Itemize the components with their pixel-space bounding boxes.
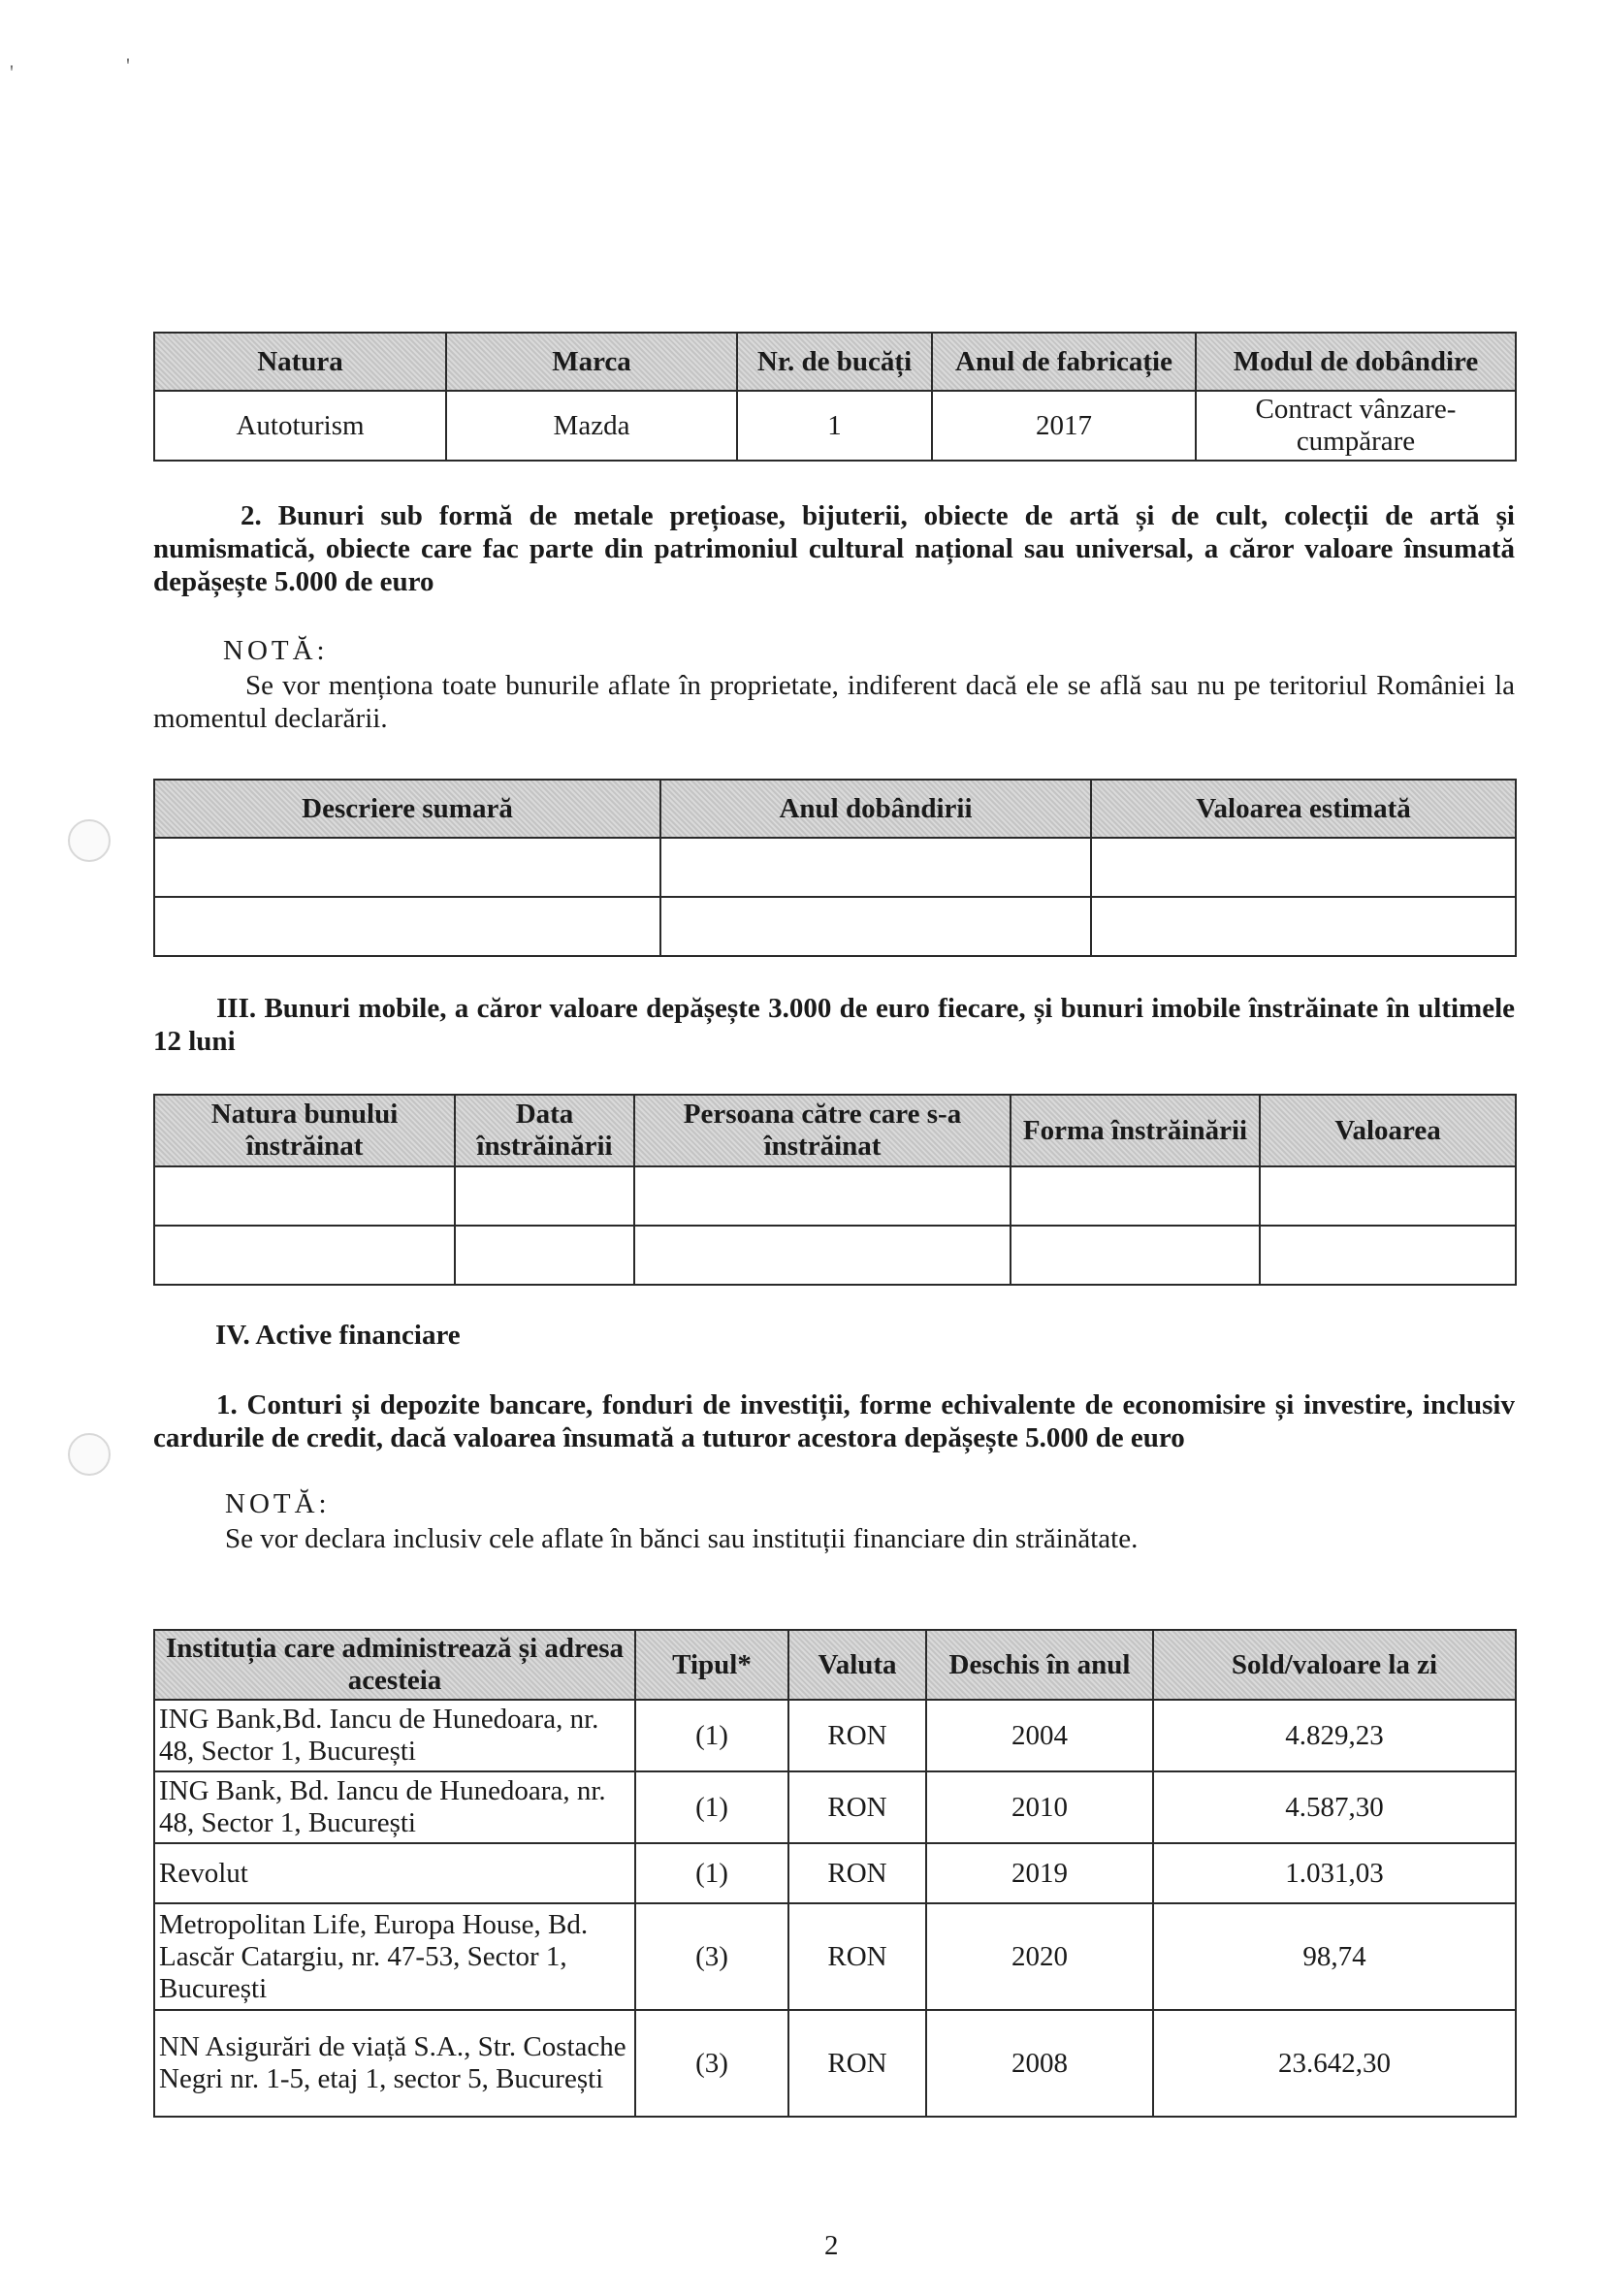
table-cell <box>1011 1226 1260 1285</box>
table-cell: (1) <box>635 1771 788 1843</box>
table-cell <box>634 1226 1011 1285</box>
table-cell: 2020 <box>926 1903 1153 2010</box>
table-row <box>154 897 1516 956</box>
column-header: Descriere sumară <box>154 780 660 838</box>
table-cell: 4.829,23 <box>1153 1700 1516 1771</box>
table-row <box>154 2010 1516 2117</box>
column-header: Forma înstrăinării <box>1011 1095 1260 1166</box>
table-cell: RON <box>788 1903 926 2010</box>
table-cell: (1) <box>635 1700 788 1771</box>
punch-hole-top <box>68 819 111 862</box>
table-cell: 2017 <box>932 391 1196 461</box>
table-cell: 23.642,30 <box>1153 2010 1516 2117</box>
vehicles-table <box>153 332 1517 462</box>
table-cell: ING Bank,Bd. Iancu de Hunedoara, nr. 48, Sector 1, București <box>154 1700 635 1771</box>
column-header: Deschis în anul <box>926 1630 1153 1700</box>
note-text: Se vor menționa toate bunurile aflate în proprietate, indiferent dacă ele se află sau nu pe teritoriul României la momentul declarării. <box>153 670 1515 734</box>
section-2-heading: 2. Bunuri sub formă de metale prețioase, bijuterii, obiecte de artă și de cult, colecții de artă și numismatică, obiecte care fac parte din patrimoniul cultural național sau universal, a căror valoare însumată depășește 5.000 de euro <box>153 500 1515 597</box>
table-cell <box>1260 1226 1516 1285</box>
table-cell: Contract vânzare-cumpărare <box>1196 391 1516 461</box>
table-cell <box>660 838 1091 897</box>
table-cell: RON <box>788 1771 926 1843</box>
column-header: Sold/valoare la zi <box>1153 1630 1516 1700</box>
table-cell: RON <box>788 2010 926 2117</box>
table-cell: 1 <box>737 391 932 461</box>
section-4-heading: 1. Conturi și depozite bancare, fonduri de investiții, forme echivalente de economisire și investire, inclusiv cardurile de credit, dacă valoarea însumată a tuturor acestora depășește 5.000 de euro <box>153 1389 1515 1453</box>
table-cell: 98,74 <box>1153 1903 1516 2010</box>
table-cell: RON <box>788 1843 926 1903</box>
table-cell: Metropolitan Life, Europa House, Bd. Lascăr Catargiu, nr. 47-53, Sector 1, București <box>154 1903 635 2010</box>
table-cell <box>154 838 660 897</box>
column-header: Modul de dobândire <box>1196 333 1516 391</box>
table-cell: 4.587,30 <box>1153 1771 1516 1843</box>
table-header-row <box>154 780 1516 838</box>
table-row <box>154 1771 1516 1843</box>
column-header: Persoana către care s-a înstrăinat <box>634 1095 1011 1166</box>
table-cell <box>1091 838 1516 897</box>
table-cell: Autoturism <box>154 391 446 461</box>
table-row <box>154 1166 1516 1226</box>
table-cell: 2019 <box>926 1843 1153 1903</box>
table-cell: 2004 <box>926 1700 1153 1771</box>
table-header-row <box>154 1095 1516 1166</box>
table-row <box>154 1226 1516 1285</box>
table-cell: NN Asigurări de viață S.A., Str. Costache Negri nr. 1-5, etaj 1, sector 5, București <box>154 2010 635 2117</box>
column-header: Valoarea estimată <box>1091 780 1516 838</box>
table-cell <box>154 1166 455 1226</box>
table-cell: (3) <box>635 1903 788 2010</box>
alienated-assets-table <box>153 1094 1517 1286</box>
column-header: Anul de fabricație <box>932 333 1196 391</box>
table-row <box>154 838 1516 897</box>
section-4-title: IV. Active financiare <box>215 1320 461 1351</box>
table-cell <box>455 1226 634 1285</box>
table-header-row <box>154 333 1516 391</box>
section-3-heading: III. Bunuri mobile, a căror valoare depășește 3.000 de euro fiecare, și bunuri imobile înstrăinate în ultimele 12 luni <box>153 993 1515 1057</box>
table-row <box>154 1903 1516 2010</box>
table-cell: ING Bank, Bd. Iancu de Hunedoara, nr. 48, Sector 1, București <box>154 1771 635 1843</box>
column-header: Nr. de bucăți <box>737 333 932 391</box>
table-row <box>154 1843 1516 1903</box>
table-cell <box>1091 897 1516 956</box>
note-text: Se vor declara inclusiv cele aflate în bănci sau instituții financiare din străinătate. <box>225 1523 1139 1554</box>
punch-hole-bottom <box>68 1433 111 1476</box>
page-number: 2 <box>824 2230 839 2261</box>
column-header: Instituția care administrează și adresa acesteia <box>154 1630 635 1700</box>
column-header: Anul dobândirii <box>660 780 1091 838</box>
table-cell: 2008 <box>926 2010 1153 2117</box>
scan-mark-left: ' <box>10 60 14 84</box>
column-header: Data înstrăinării <box>455 1095 634 1166</box>
column-header: Valuta <box>788 1630 926 1700</box>
table-cell: (1) <box>635 1843 788 1903</box>
table-cell <box>154 897 660 956</box>
bank-accounts-table <box>153 1629 1517 2118</box>
note-label: NOTĂ: <box>225 1488 331 1519</box>
scan-mark-right: ' <box>126 53 130 78</box>
table-cell: Revolut <box>154 1843 635 1903</box>
table-cell: Mazda <box>446 391 737 461</box>
table-cell <box>154 1226 455 1285</box>
table-cell <box>1011 1166 1260 1226</box>
table-row <box>154 391 1516 461</box>
valuables-table <box>153 779 1517 957</box>
table-cell <box>1260 1166 1516 1226</box>
column-header: Natura <box>154 333 446 391</box>
column-header: Valoarea <box>1260 1095 1516 1166</box>
column-header: Natura bunului înstrăinat <box>154 1095 455 1166</box>
column-header: Tipul* <box>635 1630 788 1700</box>
table-cell <box>660 897 1091 956</box>
table-cell <box>634 1166 1011 1226</box>
table-cell <box>455 1166 634 1226</box>
table-row <box>154 1700 1516 1771</box>
table-header-row <box>154 1630 1516 1700</box>
table-cell: RON <box>788 1700 926 1771</box>
note-label: NOTĂ: <box>223 635 329 666</box>
table-cell: (3) <box>635 2010 788 2117</box>
table-cell: 1.031,03 <box>1153 1843 1516 1903</box>
column-header: Marca <box>446 333 737 391</box>
table-cell: 2010 <box>926 1771 1153 1843</box>
